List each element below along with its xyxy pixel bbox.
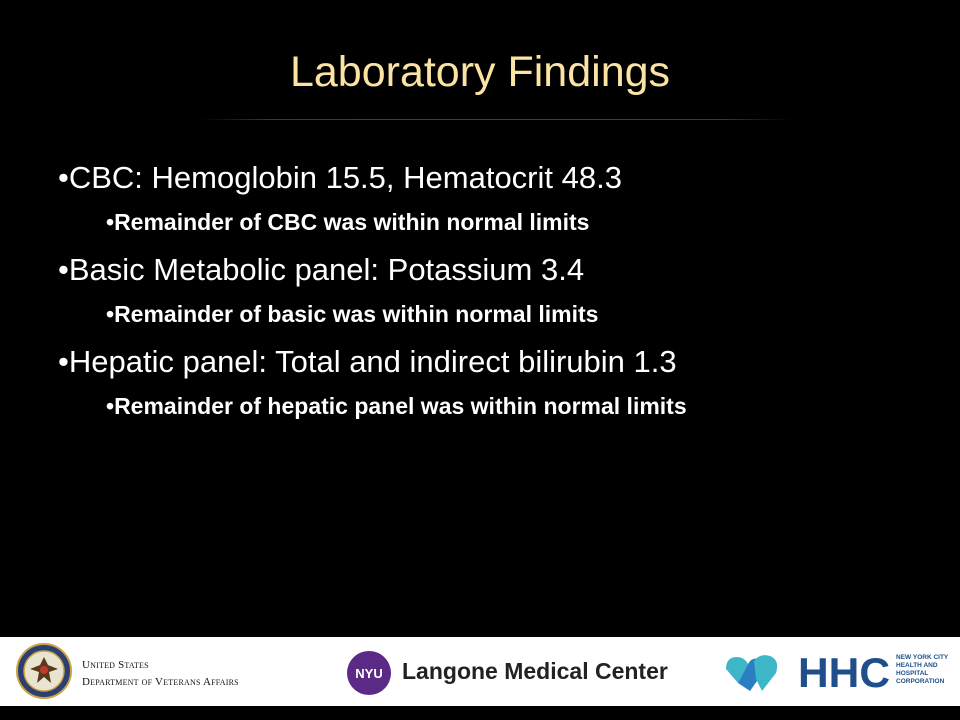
sub-bullet-text: Remainder of hepatic panel was within normal limits (114, 393, 687, 419)
bullet-glyph: • (58, 252, 69, 287)
bullet-glyph: • (106, 209, 115, 235)
hhc-hearts-icon (722, 647, 782, 699)
nyu-torch-icon (346, 650, 392, 696)
bullet-text: Hepatic panel: Total and indirect bilirubin 1.3 (68, 344, 677, 379)
bullet-text: Basic Metabolic panel: Potassium 3.4 (68, 252, 585, 287)
nyu-wordmark: Langone Medical Center (402, 658, 668, 684)
bullet-glyph: • (58, 160, 69, 195)
sub-bullet-item-cbc (106, 207, 918, 237)
va-line-1: United States (82, 659, 149, 671)
bullet-glyph: • (106, 301, 115, 327)
sub-bullet-text: Remainder of basic was within normal limits (114, 301, 599, 327)
bullet-text: CBC: Hemoglobin 15.5, Hematocrit 48.3 (68, 160, 622, 195)
hhc-line-1: NEW YORK CITY (896, 654, 949, 661)
sub-bullet-item-bmp (106, 299, 918, 329)
hhc-line-3: HOSPITAL (896, 670, 929, 677)
title-divider (200, 119, 792, 120)
hhc-logo-icon (798, 649, 890, 695)
sub-bullet-item-hepatic (106, 391, 886, 421)
va-line-2: Department of Veterans Affairs (82, 676, 239, 688)
hhc-line-2: HEALTH AND (896, 662, 938, 669)
slide-body (58, 158, 918, 434)
hhc-line-4: CORPORATION (896, 678, 945, 685)
bullet-item-hepatic (58, 342, 918, 382)
va-wordmark (82, 657, 239, 691)
bullet-glyph: • (58, 344, 69, 379)
nyu-badge-text: NYU (355, 666, 383, 681)
hhc-corporation-text (896, 654, 948, 686)
slide-title: Laboratory Findings (289, 48, 671, 96)
bullet-item-cbc (58, 158, 918, 198)
bullet-glyph: • (106, 393, 115, 419)
hhc-letters: HHC (798, 649, 890, 695)
footer-logo-bar (0, 637, 960, 706)
bullet-item-bmp (58, 250, 918, 290)
va-seal-icon (16, 643, 72, 699)
sub-bullet-text: Remainder of CBC was within normal limits (114, 209, 590, 235)
